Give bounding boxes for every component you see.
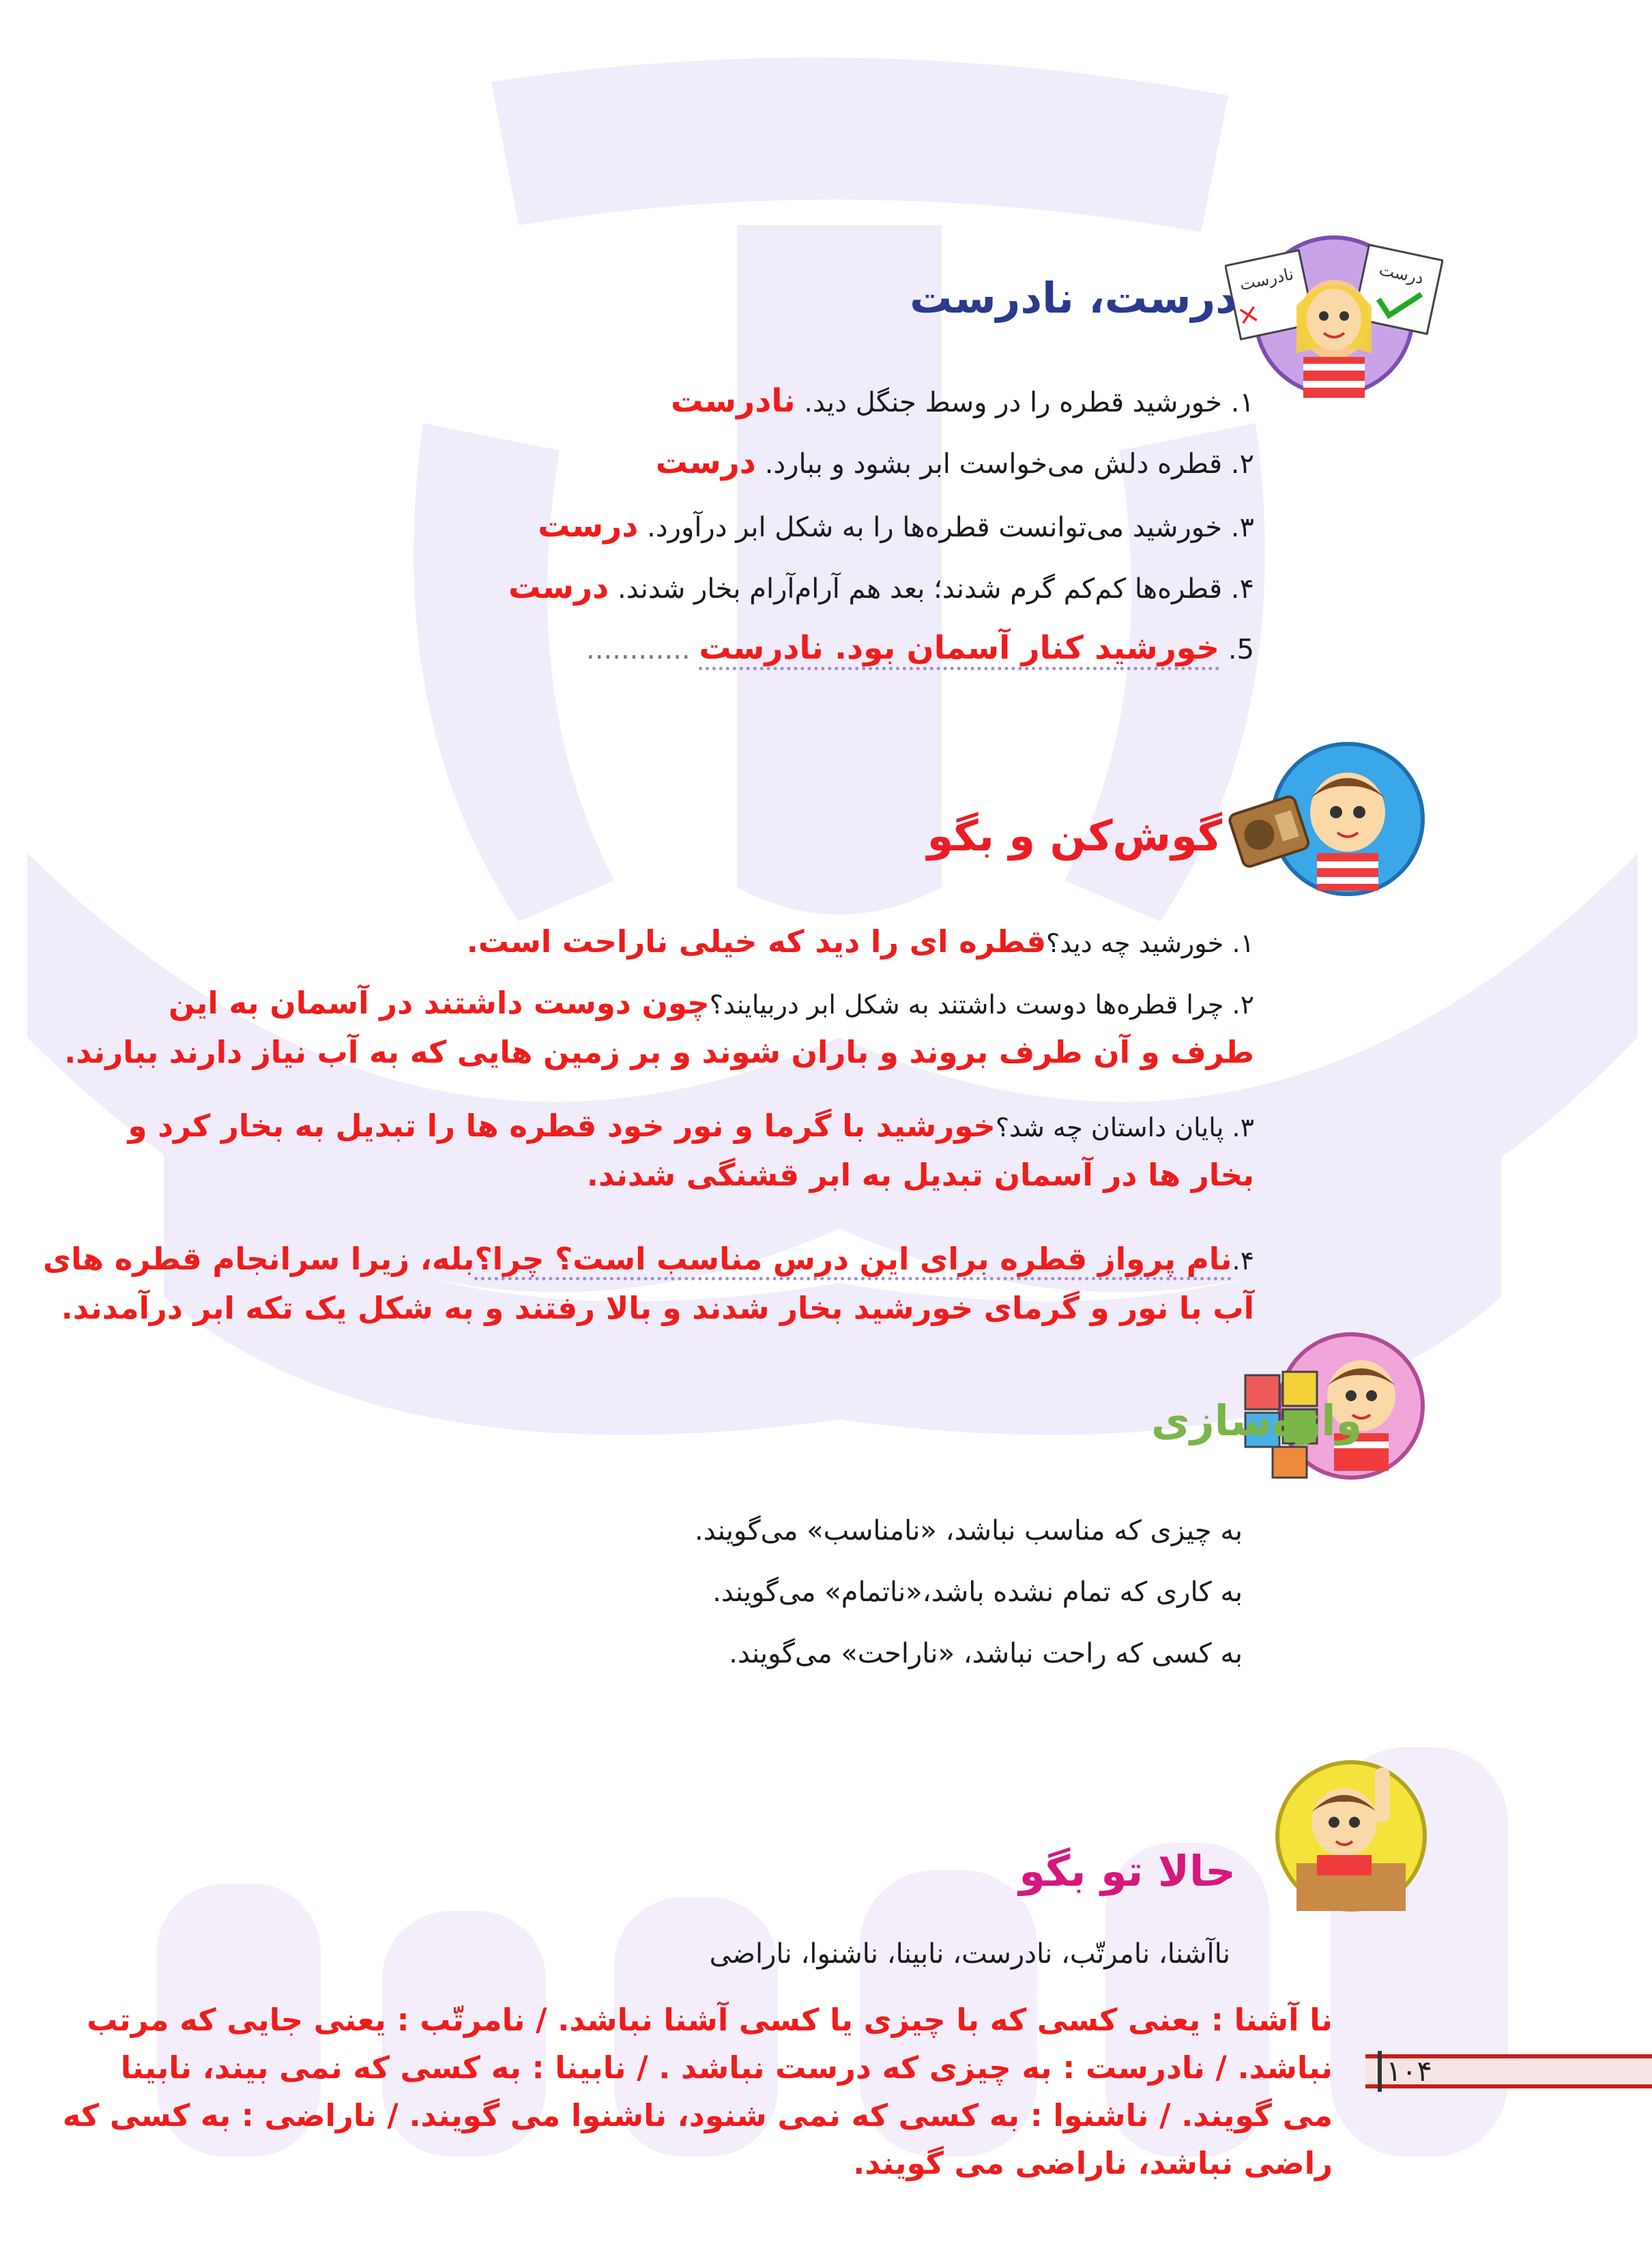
true-false-mascot-icon <box>1225 217 1443 401</box>
answer-text: بله، زیرا سرانجام قطره های <box>42 1241 475 1277</box>
sign-right-text: درست <box>1377 259 1425 288</box>
now-you-say-title: حالا تو بگو <box>1019 1846 1236 1896</box>
word-building-line-2: به کاری که تمام نشده باشد،«ناتمام» می‌گویند. <box>712 1577 1243 1608</box>
item-answer: درست <box>655 444 756 481</box>
answer-text: بخار ها در آسمان تبدیل به ابر قشنگی شدند. <box>586 1157 1254 1193</box>
item-number: 5. <box>1228 634 1254 665</box>
listen-say-item-4 <box>26 1235 1254 1332</box>
answer-text: قطره ای را دید که خیلی ناراحت است. <box>466 923 1047 960</box>
word-building-line-1: به چیزی که مناسب نباشد، «نامناسب» می‌گویند. <box>695 1515 1243 1547</box>
true-false-item-1 <box>671 382 1254 420</box>
answer-text: چون دوست داشتند در آسمان به این <box>169 985 710 1021</box>
item-text: ۱. خورشید قطره را در وسط جنگل دید. <box>804 387 1254 418</box>
true-false-title: درست، نادرست <box>910 273 1237 323</box>
sign-left-text: نادرست <box>1238 264 1296 295</box>
svg-text:×: × <box>1234 297 1263 332</box>
answer-text: آب با نور و گرمای خورشید بخار شدند و بالا رفتند و به شکل یک تکه ابر درآمدند. <box>61 1290 1254 1326</box>
now-you-say-mascot-icon <box>1228 1754 1433 1918</box>
item-answer: نادرست <box>671 382 796 420</box>
listen-say-title: گوش‌کن و بگو <box>927 811 1222 861</box>
answer-line: می گویند. / ناشنوا : به کسی که نمی شنود، ناشنوا می گویند. / ناراضی : به کسی که <box>62 2097 1333 2133</box>
question-red-text: نام پرواز قطره برای این درس مناسب است؟ چرا؟ <box>474 1241 1232 1280</box>
answer-text: طرف و آن طرف بروند و باران شوند و بر زمین هایی که به آب نیاز دارند ببارند. <box>64 1034 1254 1070</box>
answer-text: خورشید با گرما و نور خود قطره ها را تبدیل به بخار کرد و <box>128 1108 996 1144</box>
answer-line: نباشد. / نادرست : به چیزی که درست نباشد . / نابینا : به کسی که نمی بیند، نابینا <box>120 2050 1333 2086</box>
question-number: ۴. <box>1232 1246 1254 1276</box>
item-answer: خورشید کنار آسمان بود. نادرست <box>699 629 1219 670</box>
question-text: ۲. چرا قطره‌ها دوست داشتند به شکل ابر دربیایند؟ <box>709 990 1254 1020</box>
listen-say-mascot-icon <box>1225 730 1430 901</box>
item-text: ۲. قطره دلش می‌خواست ابر بشود و ببارد. <box>764 448 1254 480</box>
item-answer: درست <box>508 569 609 606</box>
item-text: ۳. خورشید می‌توانست قطره‌ها را به شکل ابر درآورد. <box>647 512 1254 543</box>
true-false-item-5 <box>586 629 1254 667</box>
listen-say-item-2 <box>26 979 1254 1076</box>
item-dots: ............ <box>586 634 691 665</box>
now-you-say-words: ناآشنا، نامرتّب، نادرست، نابینا، ناشنوا، ناراضی <box>709 1938 1230 1970</box>
true-false-item-4 <box>508 569 1254 606</box>
true-false-item-3 <box>538 507 1254 545</box>
answer-line: راضی نباشد، ناراضی می گویند. <box>853 2145 1333 2181</box>
word-building-line-3: به کسی که راحت نباشد، «ناراحت» می‌گویند. <box>729 1638 1243 1669</box>
true-false-item-2 <box>656 444 1254 481</box>
word-building-title: واژه‌سازی <box>1151 1396 1362 1446</box>
now-you-say-answer <box>23 1996 1333 2187</box>
page-number: ۱۰۴ <box>1386 2054 1432 2088</box>
listen-say-item-3 <box>26 1102 1254 1199</box>
item-answer: درست <box>538 507 639 545</box>
question-text: ۱. خورشید چه دید؟ <box>1046 928 1254 958</box>
listen-say-item-1 <box>435 918 1254 967</box>
answer-line: نا آشنا : یعنی کسی که با چیزی یا کسی آشنا نباشد. / نامرتّب : یعنی جایی که مرتب <box>87 2002 1333 2038</box>
question-text: ۳. پایان داستان چه شد؟ <box>995 1112 1254 1142</box>
item-text: ۴. قطره‌ها کم‌کم گرم شدند؛ بعد هم آرام‌آرام بخار شدند. <box>617 573 1254 605</box>
